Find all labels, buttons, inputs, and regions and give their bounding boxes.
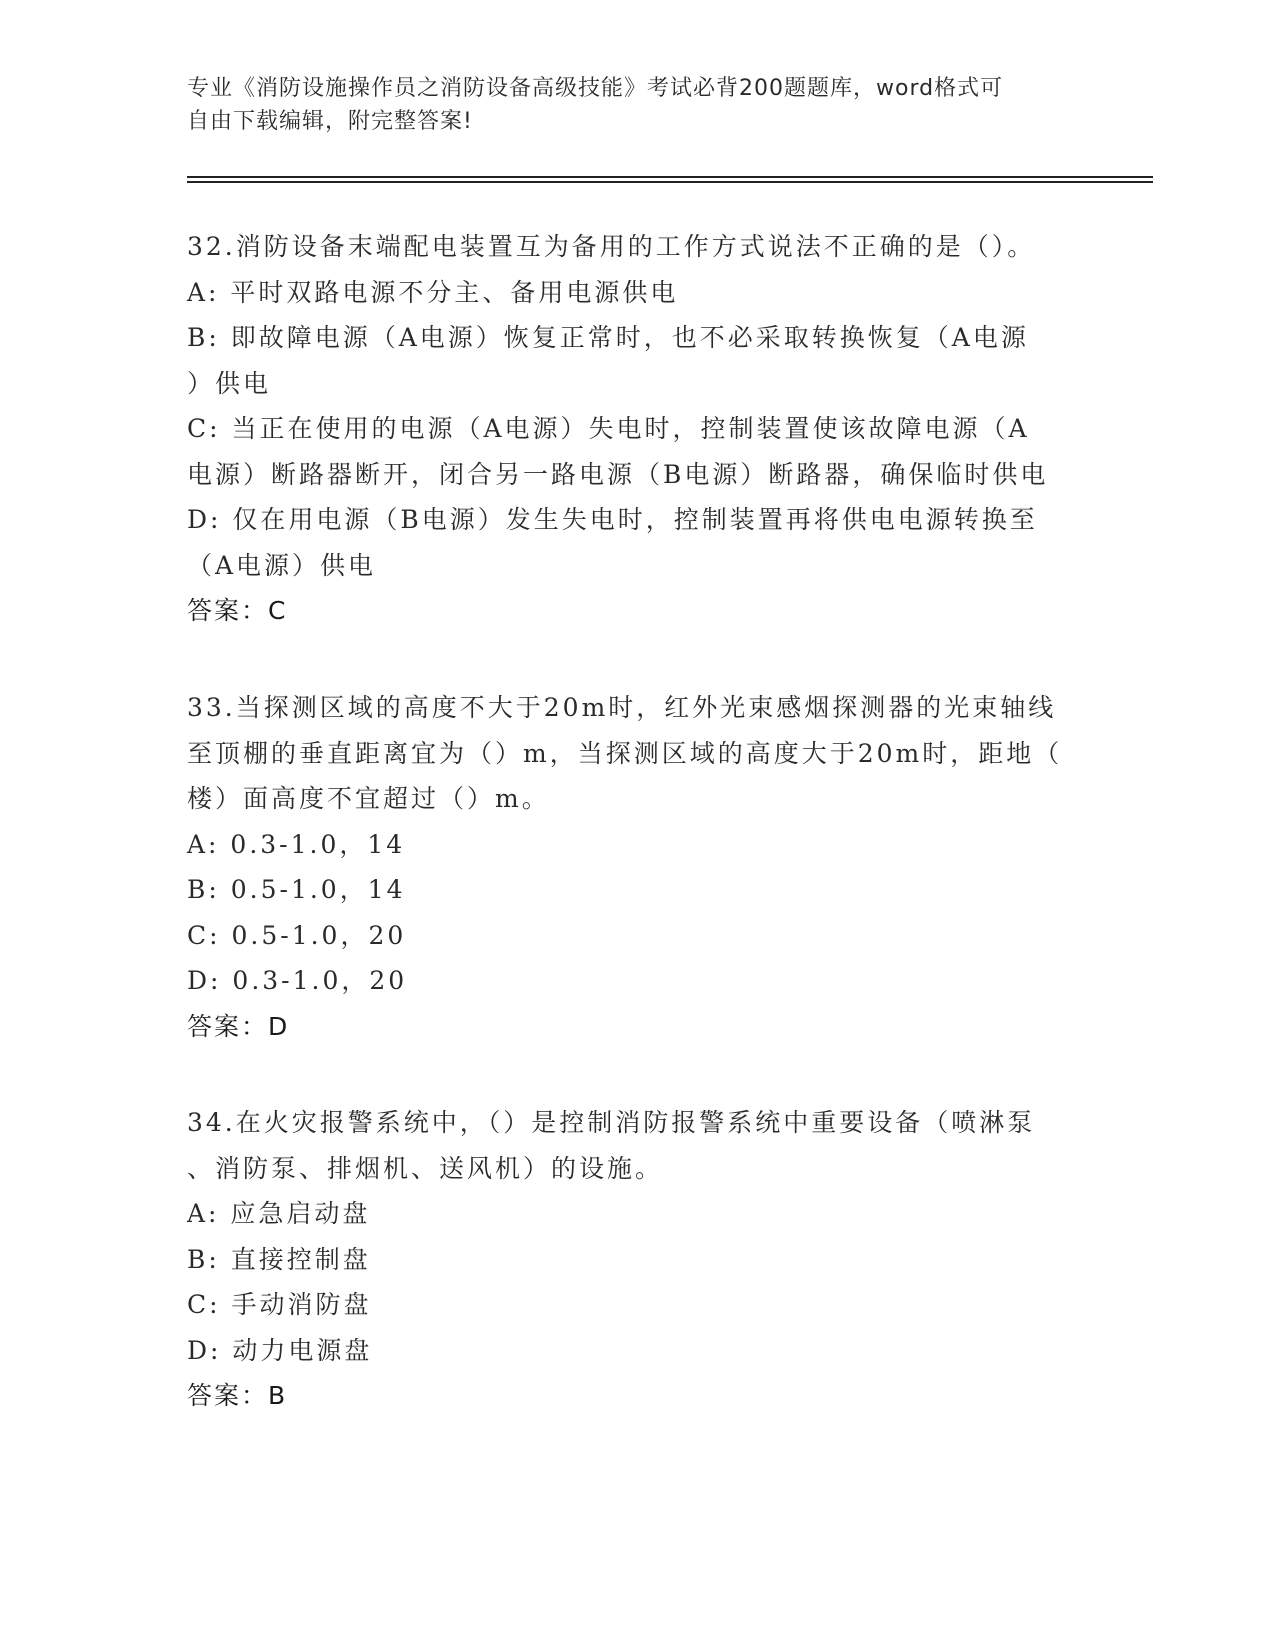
question-32 [187,224,1087,634]
question-33 [187,685,1087,1049]
question-stem-continued: 至顶棚的垂直距离宜为（）m，当探测区域的高度大于20m时，距地（ [187,738,1063,768]
option-c-continued: 电源）断路器断开，闭合另一路电源（B电源）断路器，确保临时供电 [187,459,1049,489]
question-stem: 34.在火灾报警系统中，（）是控制消防报警系统中重要设备（喷淋泵 [187,1108,1036,1137]
option-b: B: 即故障电源（A电源）恢复正常时，也不必采取转换恢复（A电源 [187,323,1029,352]
option-c: C: 0.5-1.0，20 [187,920,407,950]
option-b-continued: ）供电 [187,368,272,398]
header-divider-bottom [187,181,1153,183]
option-c: C: 手动消防盘 [187,1290,372,1319]
header-divider-top [187,176,1153,178]
option-a: A: 0.3-1.0，14 [187,829,406,859]
option-b: B: 直接控制盘 [187,1244,371,1274]
header-line-1: 专业《消防设施操作员之消防设备高级技能》考试必背200题题库，word格式可 [187,76,1004,101]
option-d-continued: （A电源）供电 [187,550,377,580]
question-stem: 33.当探测区域的高度不大于20m时，红外光束感烟探测器的光束轴线 [187,693,1057,722]
answer-label: 答案：B [187,1381,288,1410]
answer-label: 答案：D [187,1011,290,1041]
header-line-2: 自由下载编辑，附完整答案! [187,109,473,134]
option-d: D: 0.3-1.0，20 [187,966,408,995]
option-b: B: 0.5-1.0，14 [187,875,406,904]
option-d: D: 动力电源盘 [187,1335,373,1365]
option-d: D: 仅在用电源（B电源）发生失电时，控制装置再将供电电源转换至 [187,505,1038,534]
question-stem: 32.消防设备末端配电装置互为备用的工作方式说法不正确的是（）。 [187,232,1036,261]
document-header [187,72,1067,138]
question-34 [187,1100,1087,1419]
option-c: C: 当正在使用的电源（A电源）失电时，控制装置使该故障电源（A [187,414,1030,443]
option-a: A: 应急启动盘 [187,1199,371,1228]
question-stem-continued: 、消防泵、排烟机、送风机）的设施。 [187,1153,664,1183]
option-a: A: 平时双路电源不分主、备用电源供电 [187,277,679,307]
answer-label: 答案：C [187,596,288,625]
question-stem-continued: 楼）面高度不宜超过（）m。 [187,784,550,813]
